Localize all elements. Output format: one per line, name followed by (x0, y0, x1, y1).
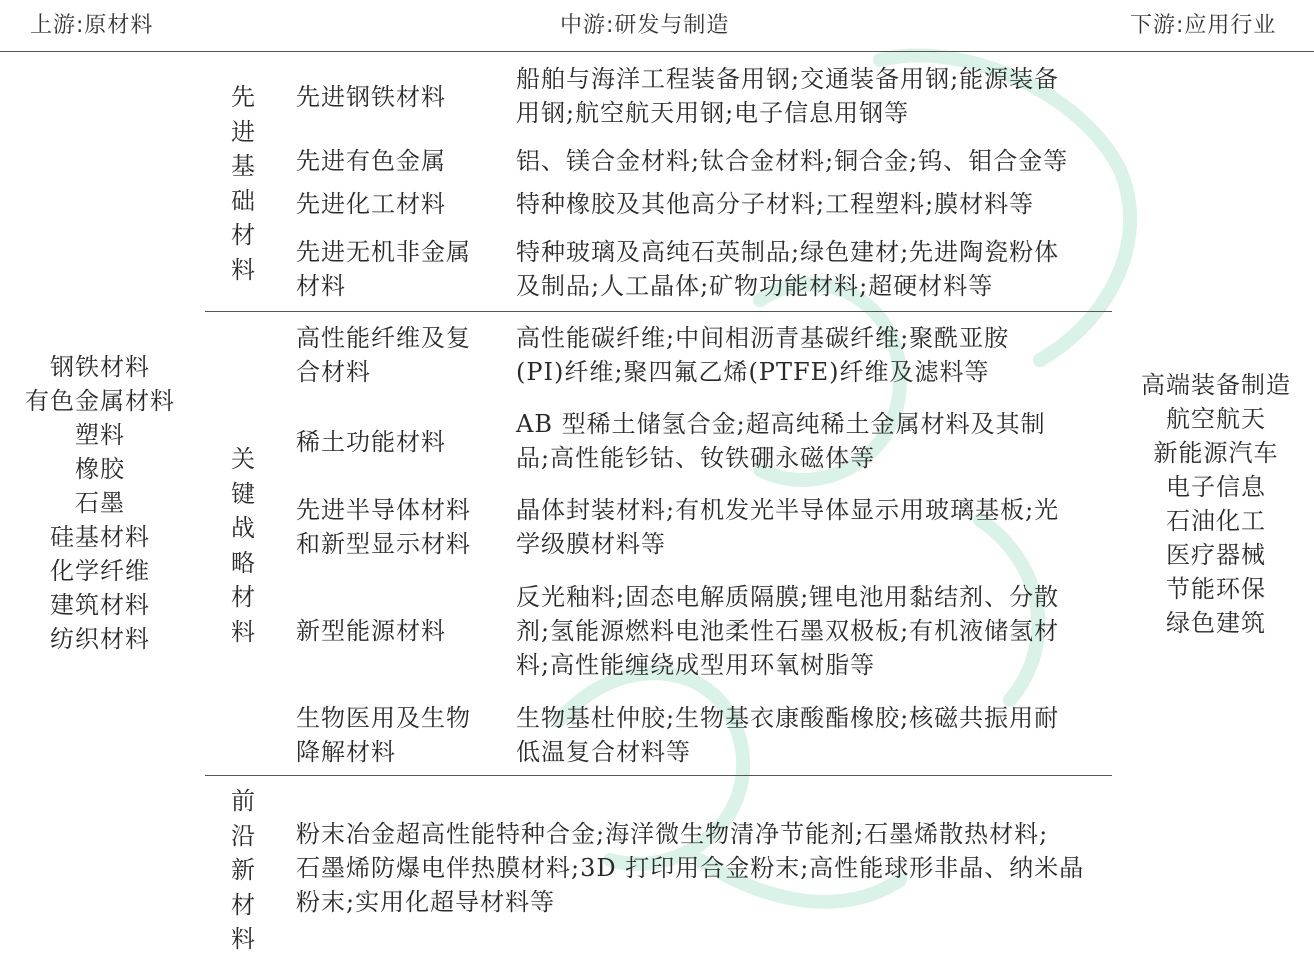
upstream-item: 有色金属材料 (25, 387, 175, 415)
upstream-item: 塑料 (75, 421, 125, 449)
material-name: 合材料 (296, 358, 371, 386)
frontier-desc: 粉末;实用化超导材料等 (296, 888, 556, 916)
header-midstream: 中游:研发与制造 (560, 13, 730, 38)
material-desc: 用钢;航空航天用钢;电子信息用钢等 (516, 99, 910, 127)
upstream-item: 纺织材料 (50, 625, 150, 653)
material-name: 降解材料 (296, 738, 396, 766)
material-name: 先进无机非金属 (296, 238, 471, 266)
material-desc: 学级膜材料等 (516, 530, 666, 558)
material-name: 先进半导体材料 (296, 496, 471, 524)
material-name: 先进化工材料 (296, 190, 446, 218)
material-desc: 剂;氢能源燃料电池柔性石墨双极板;有机液储氢材 (516, 617, 1060, 645)
downstream-item: 航空航天 (1166, 405, 1266, 433)
material-name: 稀土功能材料 (296, 428, 446, 456)
group-label-basic: 先 进 基 础 材 料 (231, 83, 255, 284)
material-desc: 铝、镁合金材料;钛合金材料;铜合金;钨、钼合金等 (516, 147, 1069, 175)
downstream-list (1130, 368, 1302, 640)
material-desc: 料;高性能缠绕成型用环氧树脂等 (516, 651, 876, 679)
material-name: 材料 (296, 272, 346, 300)
upstream-item: 石墨 (75, 489, 125, 517)
material-desc: 生物基杜仲胶;生物基衣康酸酯橡胶;核磁共振用耐 (516, 704, 1060, 732)
frontier-desc: 粉末冶金超高性能特种合金;海洋微生物清净节能剂;石墨烯散热材料; (296, 820, 1049, 848)
group-label-frontier: 前 沿 新 材 料 (231, 787, 255, 953)
material-desc: 品;高性能钐钴、钕铁硼永磁体等 (516, 444, 876, 472)
material-name: 和新型显示材料 (296, 530, 471, 558)
upstream-item: 建筑材料 (50, 591, 150, 619)
material-desc: AB 型稀土储氢合金;超高纯稀土金属材料及其制 (516, 410, 1046, 438)
upstream-list (14, 350, 186, 656)
material-desc: 特种玻璃及高纯石英制品;绿色建材;先进陶瓷粉体 (516, 238, 1060, 266)
material-desc: 特种橡胶及其他高分子材料;工程塑料;膜材料等 (516, 190, 1035, 218)
material-desc: (PI)纤维;聚四氟乙烯(PTFE)纤维及滤料等 (516, 358, 990, 386)
upstream-item: 硅基材料 (50, 523, 150, 551)
material-desc: 低温复合材料等 (516, 738, 691, 766)
downstream-item: 电子信息 (1166, 473, 1266, 501)
upstream-item: 钢铁材料 (50, 353, 150, 381)
frontier-desc: 石墨烯防爆电伴热膜材料;3D 打印用合金粉末;高性能球形非晶、纳米晶 (296, 854, 1085, 882)
downstream-item: 绿色建筑 (1166, 609, 1266, 637)
downstream-item: 新能源汽车 (1153, 439, 1279, 467)
material-name: 先进钢铁材料 (296, 83, 446, 111)
material-name: 生物医用及生物 (296, 704, 471, 732)
downstream-item: 节能环保 (1166, 575, 1266, 603)
group-rule-1 (205, 311, 1112, 312)
upstream-item: 化学纤维 (50, 557, 150, 585)
material-desc: 晶体封装材料;有机发光半导体显示用玻璃基板;光 (516, 496, 1060, 524)
material-desc: 船舶与海洋工程装备用钢;交通装备用钢;能源装备 (516, 65, 1060, 93)
group-rule-2 (205, 775, 1112, 776)
material-desc: 反光釉料;固态电解质隔膜;锂电池用黏结剂、分散 (516, 583, 1060, 611)
group-label-strategic: 关 键 战 略 材 料 (231, 445, 255, 646)
material-desc: 及制品;人工晶体;矿物功能材料;超硬材料等 (516, 272, 994, 300)
header-upstream: 上游:原材料 (30, 13, 154, 38)
header-rule (0, 51, 1314, 52)
downstream-item: 医疗器械 (1166, 541, 1266, 569)
material-desc: 高性能碳纤维;中间相沥青基碳纤维;聚酰亚胺 (516, 324, 1010, 352)
material-name: 先进有色金属 (296, 147, 446, 175)
material-name: 高性能纤维及复 (296, 324, 471, 352)
downstream-item: 石油化工 (1166, 507, 1266, 535)
upstream-item: 橡胶 (75, 455, 125, 483)
downstream-item: 高端装备制造 (1141, 371, 1291, 399)
material-name: 新型能源材料 (296, 617, 446, 645)
header-downstream: 下游:应用行业 (1130, 13, 1277, 38)
